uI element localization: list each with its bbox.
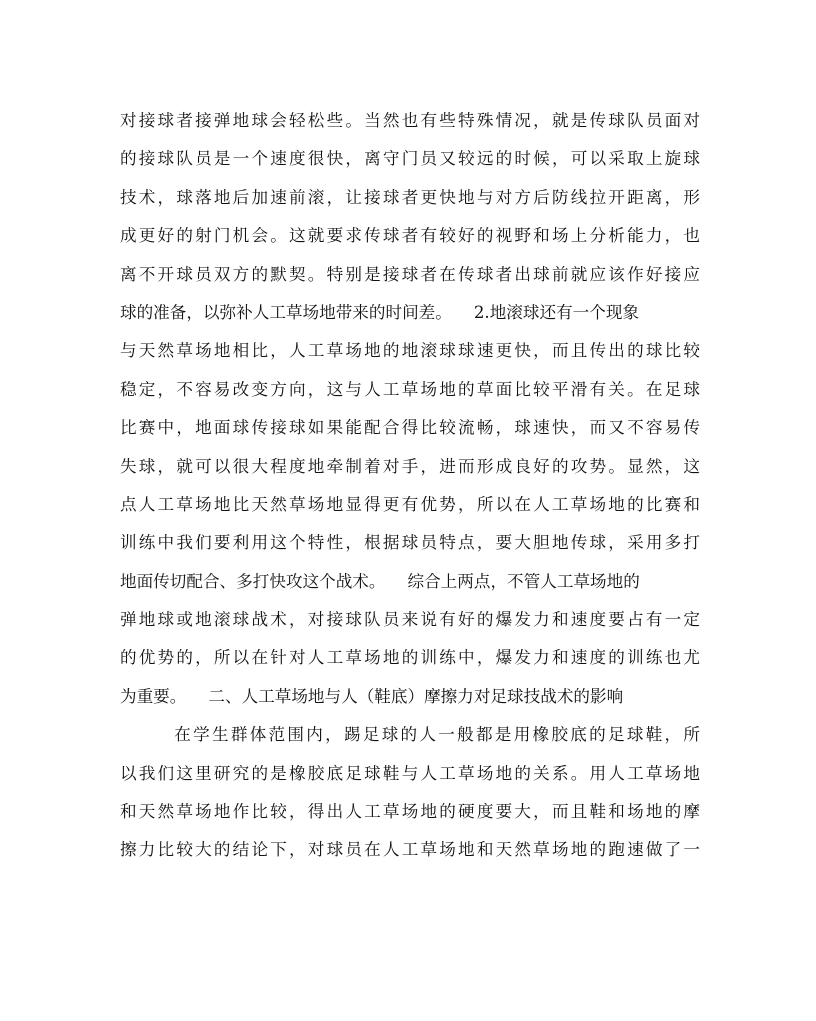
text-line: [120, 294, 700, 332]
text-line: 离不开球员双方的默契。特别是接球者在传球者出球前就应该作好接应: [120, 264, 700, 284]
text-line: 稳定，不容易改变方向，这与人工草场地的草面比较平滑有关。在足球: [120, 379, 700, 399]
text-line: 对接球者接弹地球会轻松些。当然也有些特殊情况，就是传球队员面对: [120, 111, 700, 130]
text-line: 擦力比较大的结论下，对球员在人工草场地和天然草场地的跑速做了一: [120, 840, 700, 860]
text-line: [120, 563, 700, 601]
text-line: 的优势的，所以在针对人工草场地的训练中，爆发力和速度的训练也尤: [120, 648, 700, 668]
text-line: 训练中我们要利用这个特性，根据球员特点，要大胆地传球，采用多打: [120, 533, 700, 553]
text-line: 技术，球落地后加速前滚，让接球者更快地与对方后防线拉开距离，形: [120, 187, 700, 207]
text-segment: 综合上两点，不管人工草场地的: [407, 571, 640, 591]
section-heading: 二、人工草场地与人（鞋底）摩擦力对足球技战术的影响: [208, 686, 624, 706]
text-line: [120, 678, 700, 716]
text-line: 弹地球或地滚球战术，对接球队员来说有好的爆发力和速度要占有一定: [120, 610, 700, 630]
text-line: 失球，就可以很大程度地牵制着对手，进而形成良好的攻势。显然，这: [120, 456, 700, 476]
text-line: 和天然草场地作比较，得出人工草场地的硬度要大，而且鞋和场地的摩: [120, 802, 700, 822]
section-heading: 2.地滚球还有一个现象: [473, 302, 640, 322]
text-line: 成更好的射门机会。这就要求传球者有较好的视野和场上分析能力，也: [120, 226, 700, 246]
body-text: [120, 102, 700, 870]
text-line: 点人工草场地比天然草场地显得更有优势，所以在人工草场地的比赛和: [120, 494, 700, 514]
text-segment: 在学生群体范围内，踢足球的人一般都是用橡胶底的足球鞋，所: [172, 725, 700, 745]
text-segment: 为重要。: [120, 686, 187, 706]
text-line: 以我们这里研究的是橡胶底足球鞋与人工草场地的关系。用人工草场地: [120, 763, 700, 783]
text-line: 与天然草场地相比，人工草场地的地滚球球速更快，而且传出的球比较: [120, 341, 700, 361]
text-segment: 地面传切配合、多打快攻这个战术。: [120, 571, 386, 591]
text-line: 比赛中，地面球传接球如果能配合得比较流畅，球速快，而又不容易传: [120, 418, 700, 438]
text-line: 的接球队员是一个速度很快，离守门员又较远的时候，可以采取上旋球: [120, 149, 700, 169]
text-segment: 球的准备，以弥补人工草场地带来的时间差。: [120, 302, 452, 322]
text-line: [120, 716, 700, 754]
